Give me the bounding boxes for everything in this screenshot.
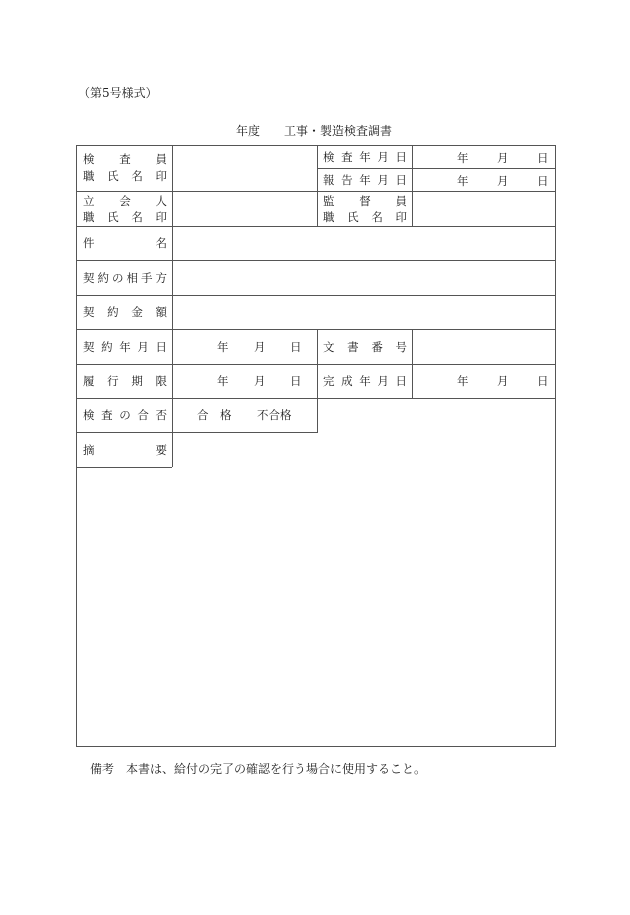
label-summary: 摘 要: [83, 443, 167, 457]
contract-date-day[interactable]: 日: [290, 340, 302, 354]
report-date-day[interactable]: 日: [537, 174, 549, 188]
label-completion-date: 完 成 年 月 日: [323, 374, 407, 388]
remarks-note: 備考 本書は、給付の完了の確認を行う場合に使用すること。: [90, 762, 427, 776]
completion-date-month[interactable]: 月: [497, 374, 509, 388]
label-witness: 立 会 人: [83, 194, 167, 208]
divider: [77, 432, 317, 433]
pass-option[interactable]: 合 格: [197, 408, 232, 422]
completion-date-day[interactable]: 日: [537, 374, 549, 388]
form-number: （第5号様式）: [78, 86, 158, 100]
divider: [77, 260, 556, 261]
inspection-date-day[interactable]: 日: [537, 151, 549, 165]
label-inspection-date: 検 査 年 月 日: [323, 150, 407, 164]
divider: [412, 329, 413, 398]
label-inspector: 検 査 員: [83, 152, 167, 166]
divider: [172, 146, 173, 467]
report-date-month[interactable]: 月: [497, 174, 509, 188]
label-supervisor: 監 督 員: [323, 194, 407, 208]
divider: [317, 146, 318, 226]
fail-option[interactable]: 不合格: [257, 408, 292, 422]
label-subject: 件 名: [83, 236, 167, 250]
completion-date-year[interactable]: 年: [457, 374, 469, 388]
inspection-date-month[interactable]: 月: [497, 151, 509, 165]
label-contractor: 契 約 の 相 手 方: [83, 271, 167, 285]
performance-period-day[interactable]: 日: [290, 374, 302, 388]
divider: [412, 146, 413, 226]
report-date-year[interactable]: 年: [457, 174, 469, 188]
label-witness-name: 職 氏 名 印: [83, 210, 167, 224]
inspection-form-table: [76, 145, 556, 747]
divider: [77, 295, 556, 296]
label-contract-amount: 契 約 金 額: [83, 305, 167, 319]
label-document-number: 文 書 番 号: [323, 340, 407, 354]
label-pass-fail: 検 査 の 合 否: [83, 408, 167, 422]
label-supervisor-name: 職 氏 名 印: [323, 210, 407, 224]
label-performance-period: 履 行 期 限: [83, 374, 167, 388]
inspection-date-year[interactable]: 年: [457, 151, 469, 165]
divider: [77, 226, 556, 227]
performance-period-month[interactable]: 月: [254, 374, 266, 388]
contract-date-month[interactable]: 月: [254, 340, 266, 354]
performance-period-year[interactable]: 年: [217, 374, 229, 388]
label-contract-date: 契 約 年 月 日: [83, 340, 167, 354]
document-title: 年度 工事・製造検査調書: [236, 124, 393, 138]
label-report-date: 報 告 年 月 日: [323, 173, 407, 187]
divider: [317, 329, 318, 433]
divider: [77, 467, 172, 468]
label-inspector-name: 職 氏 名 印: [83, 169, 167, 183]
divider: [317, 168, 556, 169]
contract-date-year[interactable]: 年: [217, 340, 229, 354]
